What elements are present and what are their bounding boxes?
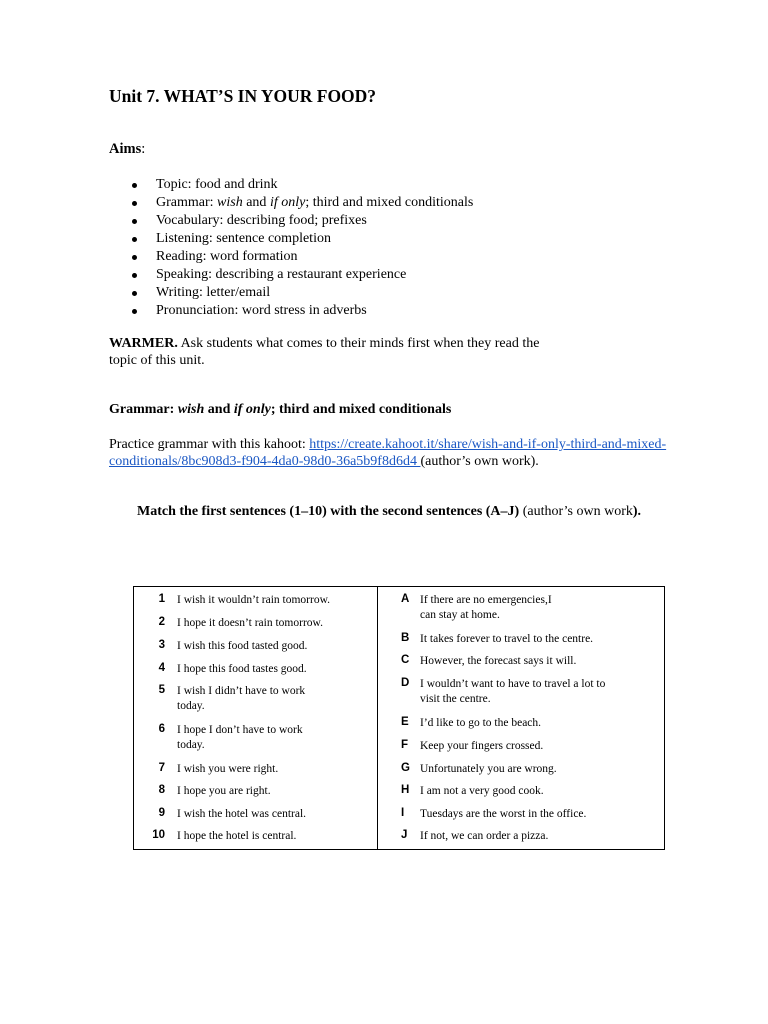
practice-paragraph [109,436,669,470]
first-sentence [177,593,330,608]
sentence-line: However, the forecast says it will. [420,655,577,667]
aims-item-text: Grammar: [156,195,218,210]
aims-item [109,302,473,320]
aims-item-text: Pronunciation: word stress in adverbs [156,303,367,318]
sentence-number: 6 [158,723,165,735]
grammar-heading-text: Grammar: [109,402,178,417]
instruction-bold: Match the first sentences (1–10) with the second sentences (A–J) [137,504,520,519]
sentence-line: today. [177,739,205,751]
sentence-letter: D [401,677,410,689]
aims-colon: : [141,141,146,157]
sentence-letter: F [401,739,409,751]
sentence-line: I wish this food tasted good. [177,640,308,652]
warmer-label: WARMER. [109,336,178,351]
sentence-line: If not, we can order a pizza. [420,830,549,842]
grammar-heading [109,402,451,418]
first-sentence [177,807,306,822]
sentence-number: 7 [158,762,165,774]
bullet-icon [132,255,137,260]
aims-item [109,212,473,230]
second-sentence [420,762,557,777]
aims-item [109,248,473,266]
instruction-end: ). [632,504,642,519]
bullet-icon [132,201,137,206]
aims-label: Aims [109,141,142,157]
sentence-line: can stay at home. [420,609,500,621]
kahoot-link[interactable]: https://create.kahoot.it/share/wish-and-if-only-third-and-mixed-conditionals/8bc908d3-f904-4da0-98d0-36a5b9f8d6d4 [109,437,667,469]
second-sentence [420,593,552,623]
sentence-line: It takes forever to travel to the centre. [420,633,594,645]
sentence-number: 9 [158,807,165,819]
aims-item-text: Reading: word formation [156,249,298,264]
sentence-line: I wish you were right. [177,763,279,775]
first-sentence [177,784,271,799]
aims-item-text: and [242,195,270,210]
second-sentence [420,632,593,647]
table-column-divider [377,586,378,850]
sentence-number: 4 [158,662,165,674]
sentence-number: 5 [158,684,165,696]
warmer-paragraph [109,335,569,369]
bullet-icon [132,237,137,242]
sentence-line: today. [177,700,205,712]
sentence-line: Unfortunately you are wrong. [420,763,557,775]
sentence-line: I wish it wouldn’t rain tomorrow. [177,594,330,606]
bullet-icon [132,183,137,188]
grammar-heading-text: ; third and mixed conditionals [270,402,452,417]
aims-item-text: ; third and mixed conditionals [305,195,474,210]
sentence-line: I’d like to go to the beach. [420,717,542,729]
warmer-text: Ask students what comes to their minds first when they read the topic of this unit. [109,336,540,368]
first-sentence [177,662,307,677]
first-sentence [177,762,278,777]
sentence-letter: E [401,716,409,728]
second-sentence [420,654,576,669]
sentence-line: I hope it doesn’t rain tomorrow. [177,617,323,629]
practice-text: Practice grammar with this kahoot: [109,437,310,452]
aims-item [109,176,473,194]
first-sentence [177,723,303,753]
sentence-line: If there are no emergencies,I [420,594,552,606]
sentence-letter: C [401,654,410,666]
aims-item-text: Speaking: describing a restaurant experience [156,267,407,282]
aims-item [109,284,473,302]
aims-item-text: Writing: letter/email [156,285,271,300]
sentence-line: I wish the hotel was central. [177,808,307,820]
grammar-heading-italic: wish [177,402,205,417]
sentence-letter: H [401,784,410,796]
first-sentence [177,684,305,714]
match-instruction [137,503,665,520]
first-sentence [177,829,296,844]
unit-title: Unit 7. WHAT’S IN YOUR FOOD? [109,86,377,106]
sentence-letter: J [401,829,408,841]
aims-item [109,266,473,284]
bullet-icon [132,273,137,278]
aims-item-italic: if only [269,195,306,210]
bullet-icon [132,219,137,224]
sentence-letter: G [401,762,410,774]
second-sentence [420,677,605,707]
sentence-line: Keep your fingers crossed. [420,740,544,752]
sentence-line: I wouldn’t want to have to travel a lot to [420,678,606,690]
sentence-line: I hope the hotel is central. [177,830,297,842]
sentence-letter: I [401,807,405,819]
sentence-line: Tuesdays are the worst in the office. [420,808,587,820]
first-sentence [177,616,323,631]
sentence-line: visit the centre. [420,693,491,705]
second-sentence [420,716,541,731]
sentence-line: I hope you are right. [177,785,271,797]
sentence-line: I am not a very good cook. [420,785,544,797]
aims-item-text: Topic: food and drink [156,177,278,192]
sentence-number: 2 [158,616,165,628]
second-sentence [420,829,548,844]
sentence-number: 8 [158,784,165,796]
aims-item-text: Vocabulary: describing food; prefixes [156,213,367,228]
aims-item-italic: wish [217,195,243,210]
sentence-number: 1 [158,593,165,605]
sentence-letter: B [401,632,410,644]
instruction-text: (author’s own work [519,504,633,519]
second-sentence [420,784,544,799]
second-sentence [420,739,543,754]
aims-list [109,176,473,320]
second-sentence [420,807,586,822]
sentence-number: 3 [158,639,165,651]
first-sentence [177,639,307,654]
aims-item [109,194,473,212]
bullet-icon [132,291,137,296]
practice-suffix: (author’s own work). [420,454,539,469]
bullet-icon [132,309,137,314]
sentence-line: I hope I don’t have to work [177,724,303,736]
aims-item [109,230,473,248]
grammar-heading-italic: if only [233,402,271,417]
aims-heading [109,141,145,158]
grammar-heading-text: and [204,402,234,417]
sentence-number: 10 [152,829,165,841]
sentence-line: I hope this food tastes good. [177,663,307,675]
sentence-letter: A [401,593,410,605]
sentence-line: I wish I didn’t have to work [177,685,306,697]
aims-item-text: Listening: sentence completion [156,231,331,246]
